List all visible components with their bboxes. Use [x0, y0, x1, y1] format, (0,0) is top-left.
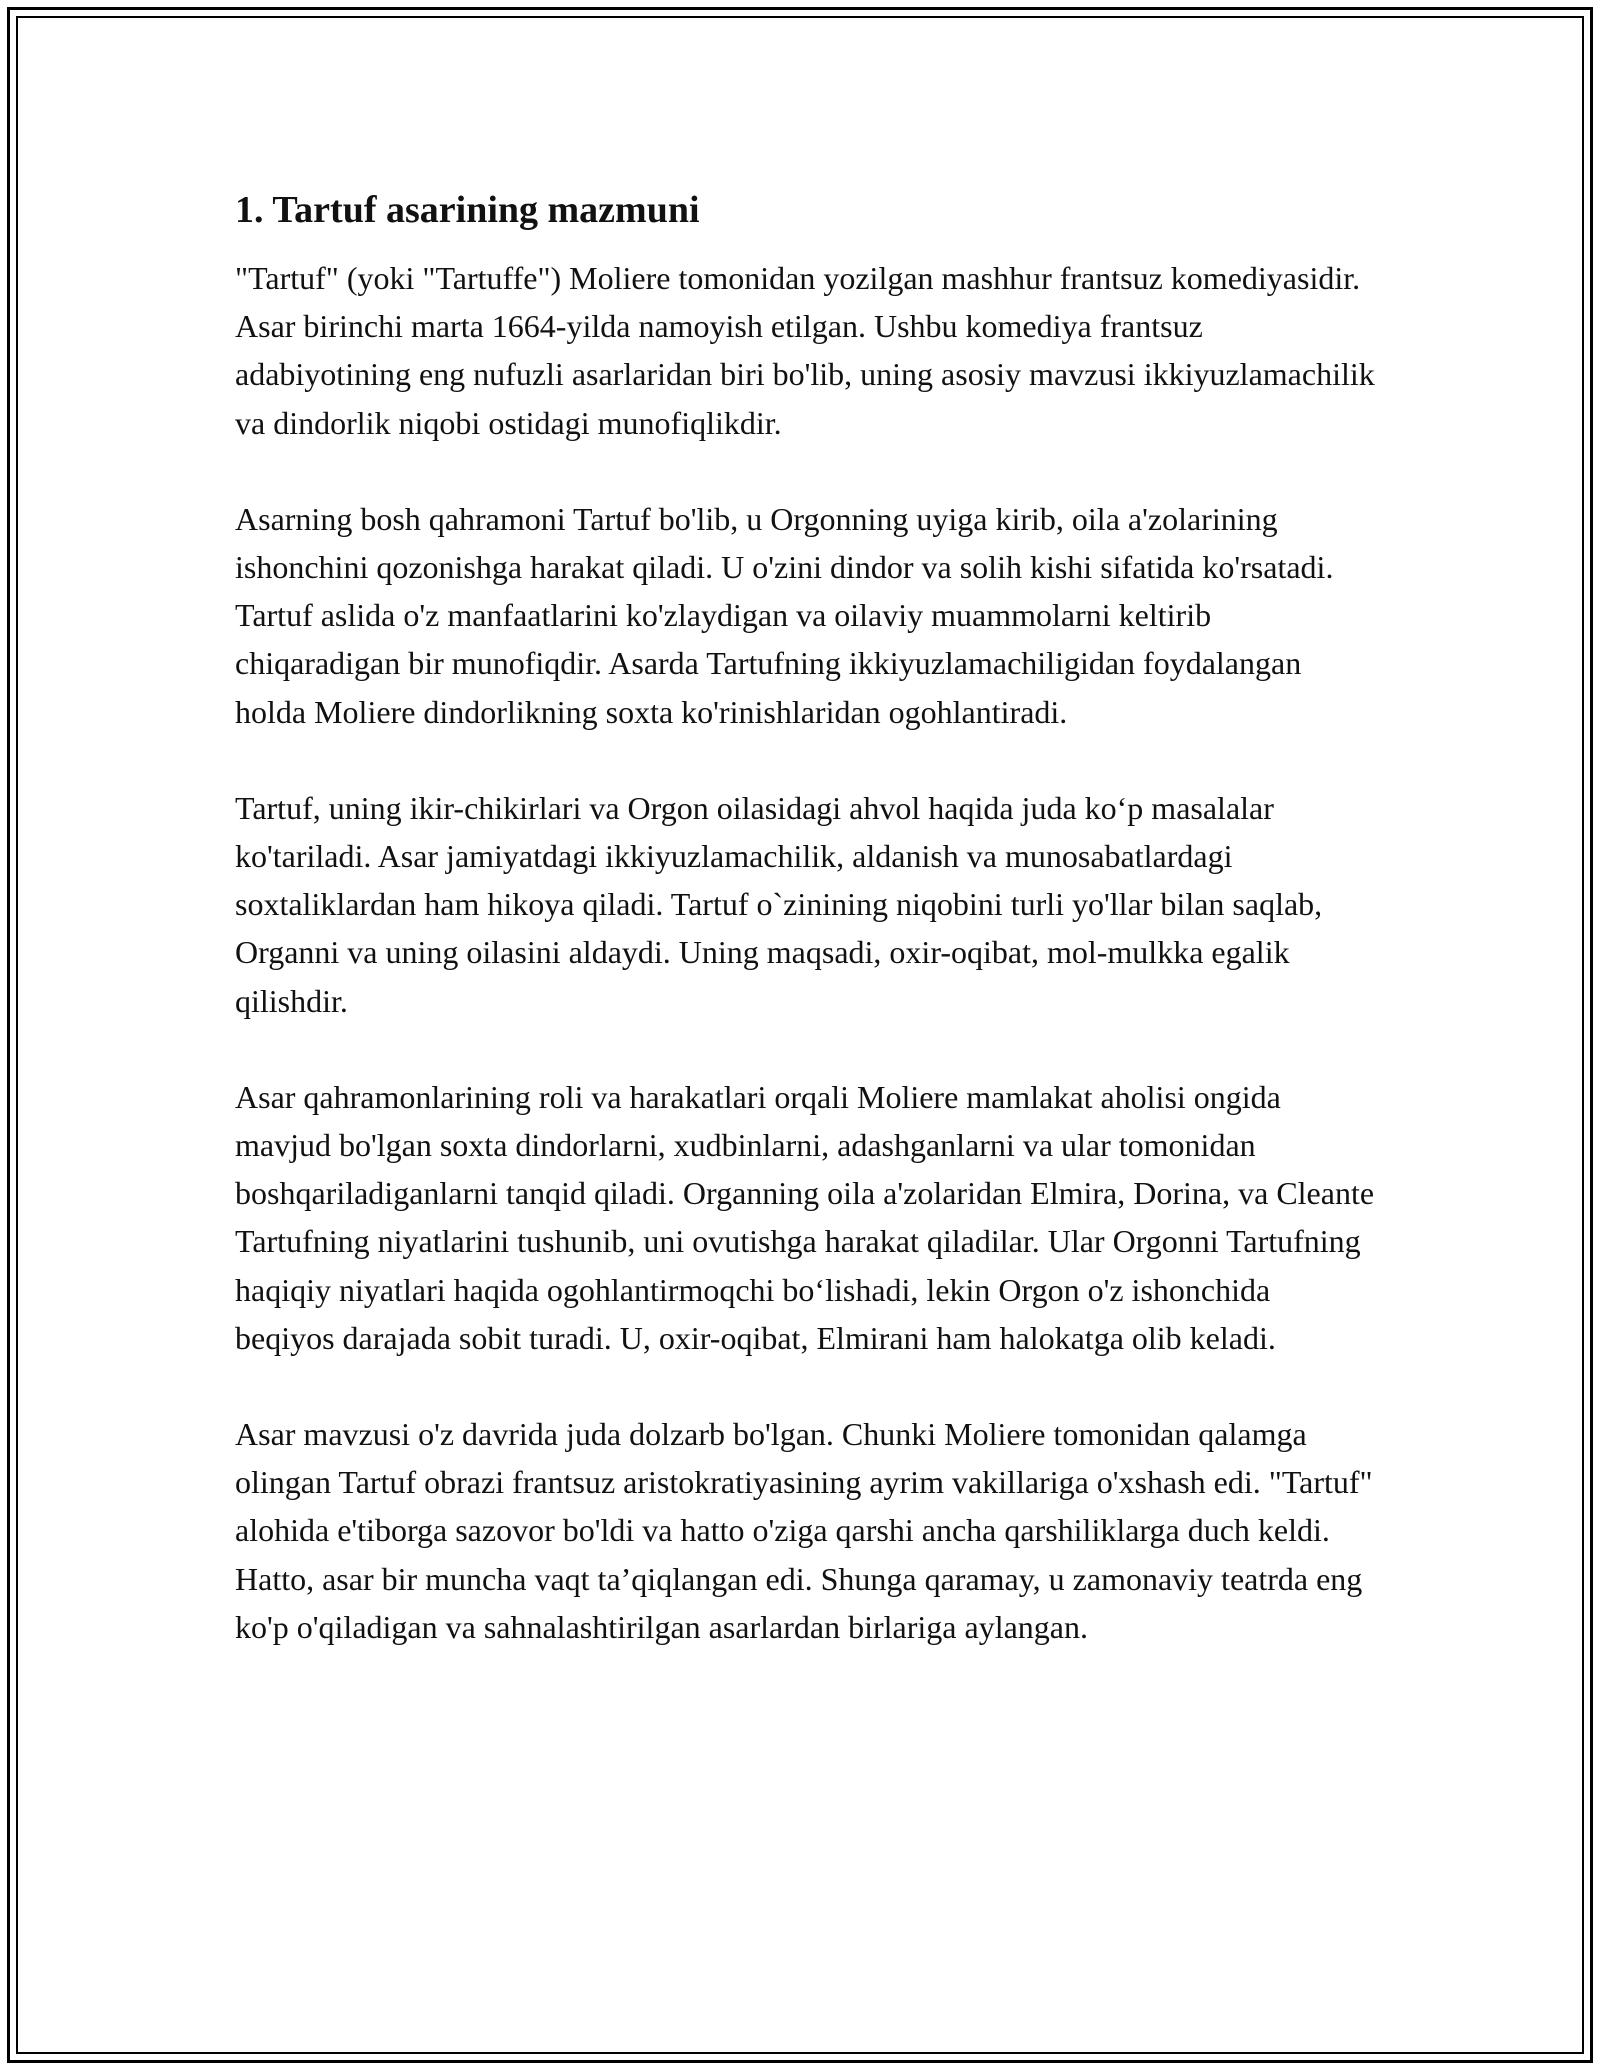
paragraph-relevance: Asar mavzusi o'z davrida juda dolzarb bo'lgan. Chunki Moliere tomonidan qalamga olingan Tartuf obrazi frantsuz aristokratiyasining ayrim vakillariga o'xshash edi. "Tartuf" alohida e'tiborga sazovor bo'ldi va hatto o'ziga qarshi ancha qarshiliklarga duch keldi. Hatto, asar bir muncha vaqt ta’qiqlangan edi. Shunga qaramay, u zamonaviy teatrda eng ko'p o'qiladigan va sahnalashtirilgan asarlardan birlariga aylangan.: [235, 1416, 1373, 1645]
paragraph-characters-roles: Asar qahramonlarining roli va harakatlari orqali Moliere mamlakat aholisi ongida mavjud bo'lgan soxta dindorlarni, xudbinlarni, adashganlarni va ular tomonidan boshqariladiganlarni tanqid qiladi. Organning oila a'zolaridan Elmira, Dorina, va Cleante Tartufning niyatlarini tushunib, uni ovutishga harakat qiladilar. Ular Orgonni Tartufning haqiqiy niyatlari haqida ogohlantirmoqchi bo‘lishadi, lekin Orgon o'z ishonchida beqiyos darajada sobit turadi. U, oxir-oqibat, Elmirani ham halokatga olib keladi.: [235, 1078, 1375, 1356]
paragraph-main-character: Asarning bosh qahramoni Tartuf bo'lib, u Orgonning uyiga kirib, oila a'zolarining ishonchini qozonishga harakat qiladi. U o'zini dindor va solih kishi sifatida ko'rsatadi. Tartuf aslida o'z manfaatlarini ko'zlaydigan va oilaviy muammolarni keltirib chiqaradigan bir munofiqdir. Asarda Tartufning ikkiyuzlamachiligidan foydalangan holda Moliere dindorlikning soxta ko'rinishlaridan ogohlantiradi.: [235, 500, 1334, 730]
paragraph-intro: "Tartuf" (yoki "Tartuffe") Moliere tomonidan yozilgan mashhur frantsuz komediyasidir. Asar birinchi marta 1664-yilda namoyish etilgan. Ushbu komediya frantsuz adabiyotining eng nufuzli asarlaridan biri bo'lib, uning asosiy mavzusi ikkiyuzlamachilik va dindorlik niqobi ostidagi munofiqlikdir.: [235, 260, 1375, 441]
document-body: [235, 186, 1375, 1651]
section-heading: 1. Tartuf asarining mazmuni: [235, 189, 700, 231]
paragraph-issues: Tartuf, uning ikir-chikirlari va Orgon oilasidagi ahvol haqida juda ko‘p masalalar ko'tariladi. Asar jamiyatdagi ikkiyuzlamachilik, aldanish va munosabatlardagi soxtaliklardan ham hikoya qiladi. Tartuf o`zinining niqobini turli yo'llar bilan saqlab, Organni va uning oilasini aldaydi. Uning maqsadi, oxir-oqibat, mol-mulkka egalik qilishdir.: [235, 789, 1323, 1019]
